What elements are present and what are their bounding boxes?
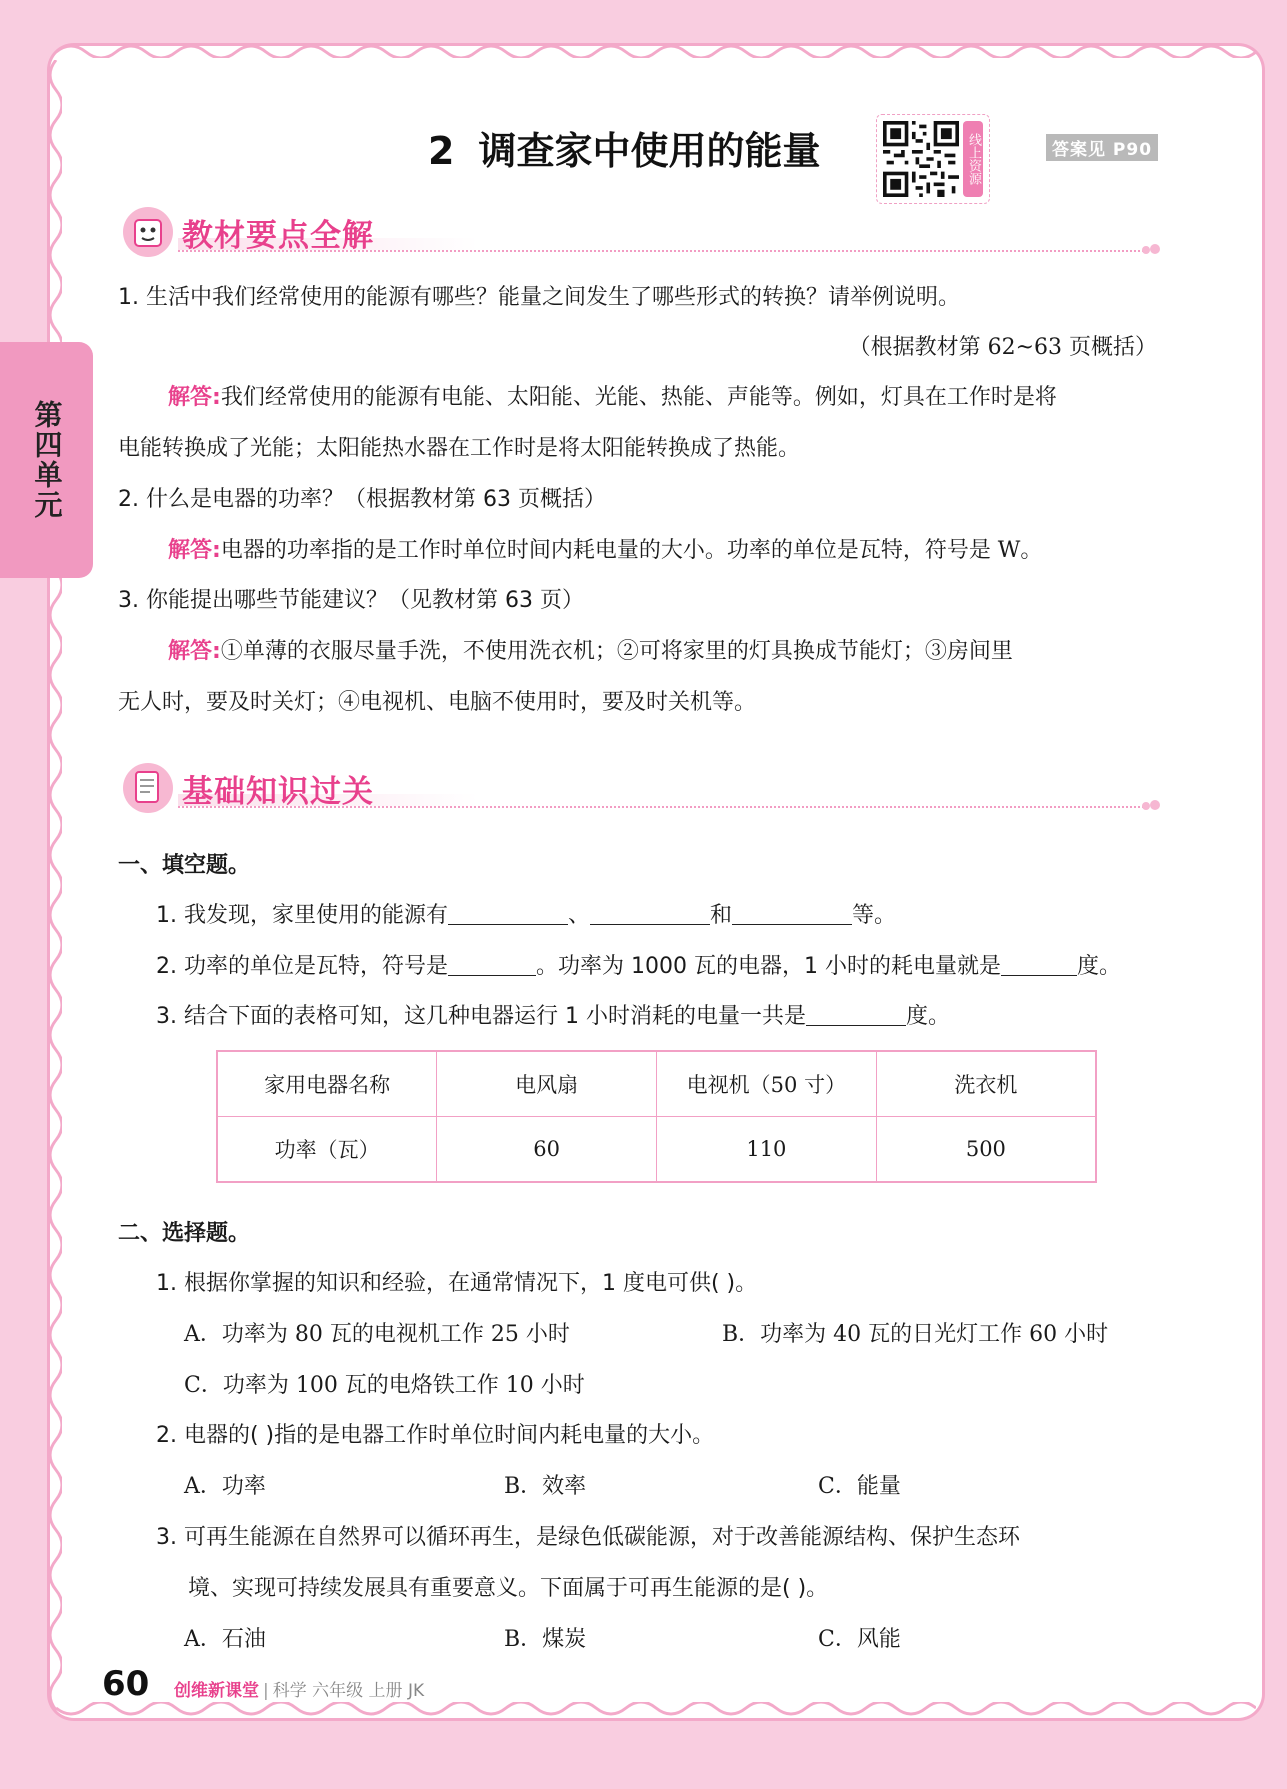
table-header-row [217, 1051, 1096, 1117]
power-table [216, 1050, 1097, 1183]
choice-option[interactable]: B．效率 [504, 1474, 587, 1499]
answer-blank[interactable] [590, 902, 710, 925]
lesson-number: 2 [428, 129, 455, 173]
section-header-key-points [118, 202, 1162, 262]
table-cell: 500 [876, 1117, 1096, 1183]
question-3: 3. 你能提出哪些节能建议？（见教材第 63 页） [118, 588, 584, 613]
table-cell: 电视机（50 寸） [657, 1051, 877, 1117]
choice-question-3-line1: 3. 可再生能源在自然界可以循环再生，是绿色低碳能源，对于改善能源结构、保护生态环 [156, 1525, 1020, 1550]
answer-1-line2: 电能转换成了光能；太阳能热水器在工作时是将太阳能转换成了热能。 [118, 436, 801, 461]
choice-option[interactable]: A．石油 [184, 1627, 266, 1652]
section-title: 教材要点全解 [182, 218, 374, 254]
answer-2-line1: 解答:电器的功率指的是工作时单位时间内耗电量的大小。功率的单位是瓦特，符号是 W。 [168, 538, 1043, 563]
dots-decoration-icon [1140, 796, 1162, 816]
choice-question-1: 1. 根据你掌握的知识和经验，在通常情况下，1 度电可供( )。 [156, 1271, 758, 1296]
lesson-title: 调查家中使用的能量 [478, 129, 821, 173]
answer-blank[interactable] [448, 953, 536, 976]
answer-label: 解答: [168, 385, 221, 410]
brand-name: 创维新课堂 [174, 1681, 259, 1701]
choice-option[interactable]: B．功率为 40 瓦的日光灯工作 60 小时 [722, 1322, 1109, 1347]
qr-code-icon [883, 121, 959, 197]
answer-label: 解答: [168, 538, 221, 563]
choice-option[interactable]: C．风能 [818, 1627, 901, 1652]
answer-reference-badge: 答案见 P90 [1046, 134, 1158, 161]
table-cell: 洗衣机 [876, 1051, 1096, 1117]
footer-brand: 创维新课堂 | 科学 六年级 上册 JK [174, 1681, 425, 1701]
mascot-icon [118, 202, 178, 260]
online-resource-tag: 线上资源 [963, 121, 983, 197]
page-number: 60 [102, 1664, 150, 1704]
answer-blank[interactable] [806, 1003, 906, 1026]
section-title: 基础知识过关 [182, 774, 374, 810]
table-cell: 家用电器名称 [217, 1051, 437, 1117]
fill-question-3: 3. 结合下面的表格可知，这几种电器运行 1 小时消耗的电量一共是 度。 [156, 1004, 950, 1029]
table-cell: 110 [657, 1117, 877, 1183]
choice-option[interactable]: C．功率为 100 瓦的电烙铁工作 10 小时 [184, 1373, 585, 1398]
table-cell: 60 [437, 1117, 657, 1183]
book-info: 科学 六年级 上册 JK [272, 1681, 425, 1701]
answer-1-line1: 解答:我们经常使用的能源有电能、太阳能、光能、热能、声能等。例如，灯具在工作时是将 [168, 385, 1057, 410]
unit-side-tab [0, 342, 93, 578]
choice-option[interactable]: C．能量 [818, 1474, 901, 1499]
answer-blank[interactable] [732, 902, 852, 925]
fill-question-2: 2. 功率的单位是瓦特，符号是 。功率为 1000 瓦的电器，1 小时的耗电量就是 度。 [156, 954, 1121, 979]
page-title [428, 120, 820, 175]
choice-option[interactable]: B．煤炭 [504, 1627, 587, 1652]
choice-question-3-line2: 境、实现可持续发展具有重要意义。下面属于可再生能源的是( )。 [188, 1576, 829, 1601]
question-2: 2. 什么是电器的功率？（根据教材第 63 页概括） [118, 487, 606, 512]
table-cell: 电风扇 [437, 1051, 657, 1117]
table-row [217, 1117, 1096, 1183]
choice-option[interactable]: A．功率 [184, 1474, 266, 1499]
choice-question-2: 2. 电器的( )指的是电器工作时单位时间内耗电量的大小。 [156, 1423, 715, 1448]
wavy-border-left [44, 60, 62, 1710]
answer-label: 解答: [168, 639, 221, 664]
table-cell: 功率（瓦） [217, 1117, 437, 1183]
section-header-basics [118, 758, 1162, 818]
answer-3-line2: 无人时，要及时关灯；④电视机、电脑不使用时，要及时关机等。 [118, 690, 757, 715]
answer-blank[interactable] [1001, 953, 1077, 976]
dots-decoration-icon [1140, 240, 1162, 260]
choice-option[interactable]: A．功率为 80 瓦的电视机工作 25 小时 [184, 1322, 570, 1347]
fill-heading: 一、填空题。 [118, 853, 251, 878]
unit-side-tab-label: 第四单元 [30, 400, 64, 520]
wavy-border-top [56, 40, 1256, 58]
mascot-icon [118, 758, 178, 816]
fill-question-1: 1. 我发现，家里使用的能源有 、 和 等。 [156, 903, 897, 928]
answer-blank[interactable] [448, 902, 568, 925]
answer-3-line1: 解答:①单薄的衣服尽量手洗，不使用洗衣机；②可将家里的灯具换成节能灯；③房间里 [168, 639, 1013, 664]
qr-code-block[interactable] [876, 114, 990, 204]
wavy-border-bottom [56, 1702, 1256, 1720]
question-1: 1. 生活中我们经常使用的能源有哪些？能量之间发生了哪些形式的转换？请举例说明。 [118, 285, 960, 310]
question-1-source: （根据教材第 62~63 页概括） [848, 335, 1157, 360]
section-divider [178, 806, 1144, 808]
choice-heading: 二、选择题。 [118, 1221, 251, 1246]
section-divider [178, 250, 1144, 252]
